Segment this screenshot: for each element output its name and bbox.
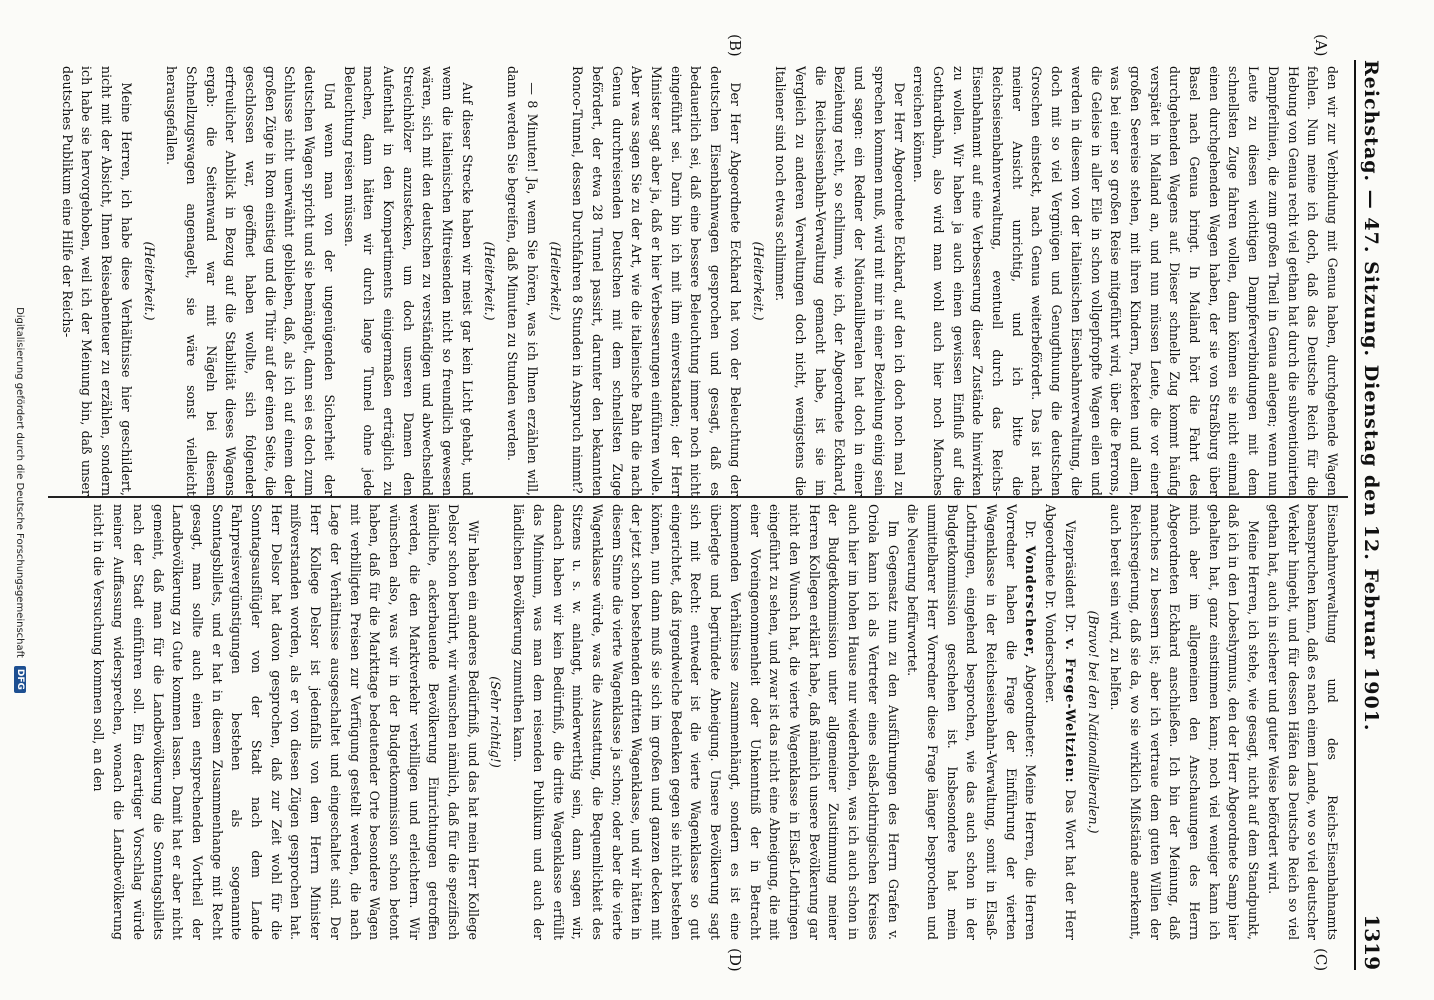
speaker-paragraph [903, 504, 1041, 940]
paragraph: Der Herr Abgeordnete Eckhard hat von der Beleuchtung der deutschen Eisenbahnwagen gesprochen und gesagt, daß es bedauerlich sei, daß eine bessere Beleuchtung immer noch nicht eingeführt sei. Darin bin ich mit ihm einverstanden; der Herr Minister sagt aber ja, daß er hier Verbesserungen einführen wolle. Aber was sagen Sie zu der Art, wie die italienische Bahn die nach Genua durchreisenden Deutschen mit dem schnellsten Zuge befördert, der etwa 28 Tunnel passirt, darunter den bekannten Ronco-Tunnel, dessen Durchfahren 8 Stunden in Anspruch nimmt? [570, 66, 743, 496]
paragraph: den wir zur Verbindung mit Genua haben, durchgehende Wagen fehlen. Nun meine ich doch, daß das Deutsche Reich für die Hebung von Genua recht viel gethan hat durch die subventionirten Dampferlinien, die zum großen Theil in Genua anlegen; wenn nun Leute zu diesen wichtigen Dampferverbindungen mit dem schnellsten Zuge fahren wollen, dann können sie nicht einmal einen durchgehenden Wagen haben, der sie von Straßburg über Basel nach Genua bringt. In Mailand hört die Fahrt des durchgehenden Wagens auf. Dieser schnelle Zug kommt häufig verspätet in Mailand an, und nun müssen Leute, die vor einer großen Seereise stehen, mit ihren Kindern, Packeten und allem, was bei einer so großen Reise mitgeführt wird, über die Perrons, die Geleise in aller Eile in schon vollgepfropfte Wagen eilen und werden in diesem von der italienischen Eisenbahnverwaltung, die doch mit so viel Vergnügen und Genugthuung die deutschen Groschen einsteckt, nach Genua weiterbefördert. Das ist nach meiner Ansicht unrichtig, und ich bitte die Reichseisenbahnverwaltung, eventuell durch das Reichs-Eisenbahnamt auf eine Verbesserung dieser Zustände hinwirken zu wollen. Wir haben ja auch einen gewissen Einfluß auf die Gotthardbahn, also wird man wohl auch hier noch Manches erreichen können. [911, 66, 1340, 496]
margin-mark-d: (D) [726, 948, 744, 972]
audience-reaction: (Heiterkeit.) [141, 241, 157, 321]
paragraph: Und wenn man von der ungenügenden Sicherheit der deutschen Wagen spricht und sie bemängelt, dann sei es doch zum Schlusse nicht unerwähnt geblieben, daß, als ich auf einem der großen Züge in Rom einstieg und die Thür auf der einen Seite, die geschlossen war, geöffnet haben wollte, sich folgender erfreulicher Anblick in Bezug auf die Stabilität dieses Wagens ergab: die Seitenwand war mit Nägeln bei diesem Schnellzugswagen angenagelt, sie wäre sonst vielleicht herausgefallen. [164, 66, 337, 496]
speaker-name: v. Frege-Weltzien: [1062, 638, 1078, 784]
paragraph: Meine Herren, ich habe diese Verhältnisse hier geschildert, nicht mit der Absicht, Ihnen Reiseabenteuer zu erzählen, sondern ich habe sie hervorgehoben, weil ich der Meinung bin, daß unser deutsches Publikum eine Hilfe der Reichs- [59, 66, 134, 496]
speech-text: Das Wort hat der Herr Abgeordnete Dr. Vonderscheer. [1043, 504, 1078, 940]
page-header [1354, 60, 1400, 970]
paragraph: Eisenbahnverwaltung und des Reichs-Eisenbahnamts beanspruchen kann, daß es nach einem Lande, wo so viel deutscher Verkehr hingeht, und für dessen Häfen das Deutsche Reich so viel gethan hat, auch in sicherer und guter Weise befördert wird. [1265, 504, 1340, 940]
audience-reaction: (Sehr richtig!) [488, 676, 504, 768]
speaker-paragraph [1040, 504, 1079, 940]
margin-mark-c: (C) [1312, 948, 1330, 972]
column-divider [48, 496, 1348, 498]
paragraph: Meine Herren, ich stehe, wie gesagt, nicht auf dem Standpunkt, daß ich in den Lobeshymnus, den der Herr Abgeordnete Samp hier gehalten hat, ganz einstimmen kann; noch viel weniger kann ich mich aber im allgemeinen den Anschauungen des Herrn Abgeordneten Eckhard anschließen. Ich bin der Meinung, daß manches zu bessern ist; aber ich vertraue dem guten Willen der Reichsregierung, daß sie da, wo sie wirklich Mißstände anerkennt, auch bereit sein wird, zu helfen. [1108, 504, 1262, 940]
margin-mark-a: (A) [1312, 34, 1330, 57]
speaker-title: Dr. [1023, 520, 1039, 540]
speech-text: Abgeordneter: Meine Herren, die Herren Vorredner haben die Frage der Einführung der vierten Wagenklasse in der Reichseisenbahn-Verwaltung, somit in Elsaß-Lothringen, eingehend besprochen, wie das auch schon in der Budgetkommission geschehen ist. Insbesondere hat mein unmittelbarer Herr Vorredner diese Frage länger besprochen und die Neuerung befürwortet. [905, 504, 1039, 940]
page-number: 1319 [1360, 914, 1384, 970]
right-column [42, 504, 1342, 940]
paragraph: Im Gegensatz nun zu den Ausführungen des Herrn Grafen v. Oriola kann ich als Vertreter eines elsaß-lothringischen Kreises auch hier im hohen Hause nur wiederholen, was ich auch schon in der Budgetkommission unter allgemeiner Zustimmung meiner Herren Kollegen erklärt habe, daß nämlich unsere Bevölkerung gar nicht den Wunsch hat, die vierte Wagenklasse in Elsaß-Lothringen eingeführt zu sehen, und zwar ist das nicht eine Abneigung, die mit einer Voreingenommenheit oder Unkenntniß der in Betracht kommenden Verhältnisse zusammenhängt, sondern es ist eine überlegte und begründete Abneigung. Unsere Bevölkerung sagt sich mit Recht: entweder ist die vierte Wagenklasse so gut eingerichtet, daß irgendwelche Bedenken gegen sie nicht bestehen können, nun dann muß sie sich im großen und ganzen decken mit der jetzt schon bestehenden dritten Wagenklasse, und wir hätten in diesem Sinne die vierte Wagenklasse ja schon; oder aber die vierte Wagenklasse würde, was die Ausstattung, die Bequemlichkeit des Sitzens u. s. w. anlangt, minderwerthig sein, dann sagen wir, danach haben wir kein Bedürfniß, die dritte Wagenklasse erfüllt das Minimum, was man dem reisenden Publikum und auch der ländlichen Bevölkerung zumuthen kann. [511, 504, 901, 940]
speaker-name: Vonderscheer, [1023, 545, 1039, 659]
paragraph: Der Herr Abgeordnete Eckhard, auf den ich doch noch mal zu sprechen kommen muß, wird mit mir in einer Beziehung einig sein und sagen: ein Redner der Nationalliberalen hat doch in einer Beziehung recht, so schlimm, wie ich, der Abgeordnete Eckhard, die Reichseisenbahn-Verwaltung gemacht habe, ist sie im Vergleich zu anderen Verwaltungen doch nicht, wenigstens die Italiener sind noch etwas schlimmer. [773, 66, 907, 496]
dfg-logo: DFG [14, 666, 26, 693]
audience-reaction: (Heiterkeit.) [482, 241, 498, 321]
paragraph: Auf dieser Strecke haben wir meist gar kein Licht gehabt, und wenn die italienischen Mitreisenden nicht so freundlich gewesen wären, sich mit den deutschen zu verständigen und abwechselnd Streichhölzer anzustecken, um doch unseren Damen den Aufenthalt in den Kompartiments einigermaßen erträglich zu machen, dann hätten wir durch lange Tunnel ohne jede Beleuchtung reisen müssen. [341, 66, 475, 496]
paragraph: — 8 Minuten! Ja, wenn Sie hören, was ich Ihnen erzählen will, dann werden Sie begreifen, daß Minuten zu Stunden werden. [505, 66, 540, 496]
left-column [42, 66, 1342, 496]
audience-reaction: (Heiterkeit.) [750, 241, 766, 321]
credit-text: Digitalisierung gefördert durch die Deutsche Forschungsgemeinschaft [14, 307, 26, 658]
audience-reaction: (Heiterkeit.) [547, 241, 563, 321]
speaker-title: Vizepräsident Dr. [1062, 520, 1078, 633]
audience-reaction: (Bravo! bei den Nationalliberalen.) [1085, 610, 1101, 834]
paragraph: Wir haben ein anderes Bedürfniß, und das hat mein Herr Kollege Delsor schon berührt, wir wünschen nämlich, daß für die spezifisch ländliche, ackerbauende Bevölkerung Einrichtungen getroffen werden, die den Marktverkehr verbilligen und erleichtern. Wir wünschen also, was wir in der Budgetkommission schon betont haben, daß für die Markttage bedeutender Orte besondere Wagen mit verbilligten Preisen zur Verfügung gestellt werden, die nach Lage der Verhältnisse ausgeschaltet und eingeschaltet sind. Der Herr Kollege Delsor ist jedenfalls von dem Herrn Minister mißverstanden worden, als er von diesen Zügen gesprochen hat. Herr Delsor hat davon gesprochen, daß zur Zeit wohl für die Sonntagsausflügler von der Stadt nach dem Lande Fahrpreisvergünstigungen bestehen als sogenannte Sonntagsbillets, und er hat in diesem Zusammenhange mit Recht gesagt, man sollte auch einen entsprechenden Vortheil der Landbevölkerung zu Gute kommen lassen. Damit hat er aber nicht gemeint, daß man für die Landbevölkerung die Sonntagsbillets nach der Stadt einführen soll. Ein derartiger Vorschlag würde meiner Auffassung widersprechen, wonach die Landbevölkerung nicht in die Versuchung kommen soll, an den [91, 504, 481, 940]
digitization-credit [10, 0, 30, 1000]
page-title: Reichstag. — 47. Sitzung. Dienstag den 12. Februar 1901. [1360, 60, 1382, 732]
margin-mark-b: (B) [726, 34, 744, 57]
